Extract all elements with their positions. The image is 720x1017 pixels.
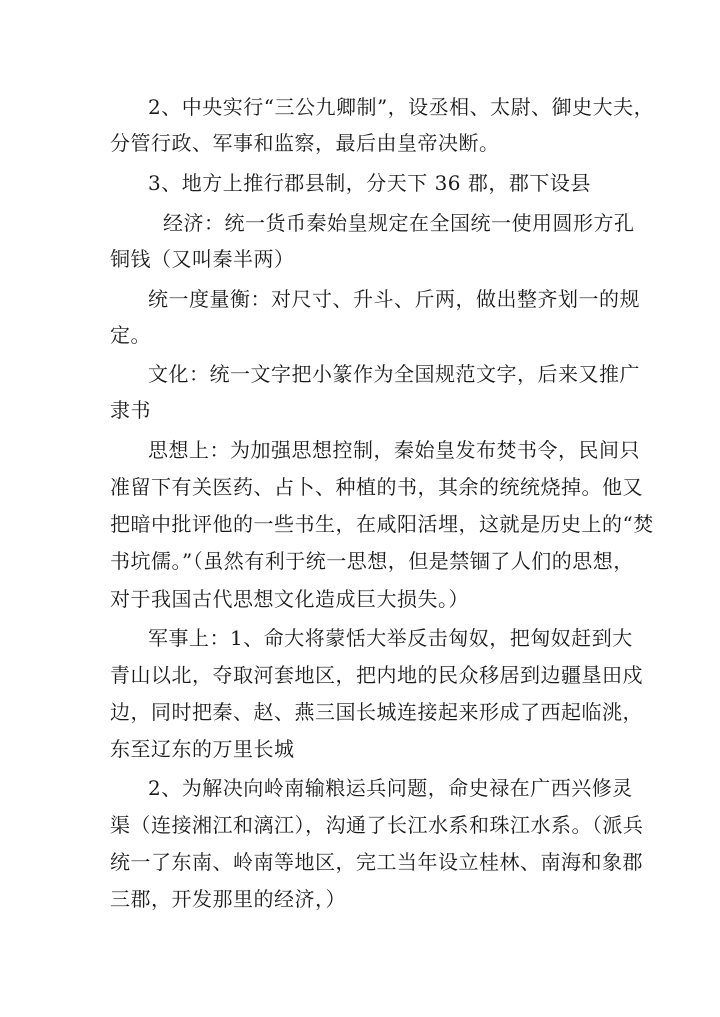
text-line: 定。	[110, 323, 151, 347]
text-line: 分管行政、军事和监察，最后由皇帝决断。	[110, 131, 500, 155]
text-line: 书坑儒。”（虽然有利于统一思想，但是禁锢了人们的思想，	[110, 549, 634, 573]
text-line: 思想上：为加强思想控制，秦始皇发布焚书令，民间只	[148, 438, 640, 462]
text-line: 统一了东南、岭南等地区，完工当年设立桂林、南海和象郡	[110, 850, 643, 874]
text-line: 铜钱（又叫秦半两）	[110, 247, 295, 271]
text-line: 对于我国古代思想文化造成巨大损失。）	[110, 587, 469, 611]
text-line: 青山以北，夺取河套地区，把内地的民众移居到边疆垦田戍	[110, 663, 643, 687]
text-line: 文化：统一文字把小篆作为全国规范文字，后来又推广	[148, 362, 640, 386]
text-line: 三郡，开发那里的经济，）	[110, 887, 346, 911]
text-line: 准留下有关医药、占卜、种植的书，其余的统统烧掉。他又	[110, 475, 643, 499]
text-line: 把暗中批评他的一些书生，在咸阳活埋，这就是历史上的“焚	[110, 512, 654, 536]
text-line: 东至辽东的万里长城	[110, 737, 295, 761]
text-line: 统一度量衡：对尺寸、升斗、斤两，做出整齐划一的规	[148, 287, 640, 311]
text-line: 渠（连接湘江和漓江），沟通了长江水系和珠江水系。（派兵	[110, 813, 644, 837]
text-line: 隶书	[110, 398, 151, 422]
text-line: 2、中央实行“三公九卿制”，设丞相、太尉、御史大夫，	[148, 95, 655, 119]
text-line: 3、地方上推行郡县制，分天下 36 郡，郡下设县	[148, 171, 591, 195]
text-line: 2、为解决向岭南输粮运兵问题，命史禄在广西兴修灵	[148, 776, 633, 800]
text-line: 军事上：1、命大将蒙恬大举反击匈奴，把匈奴赶到大	[148, 626, 633, 650]
text-line: 经济：统一货币秦始皇规定在全国统一使用圆形方孔	[163, 211, 635, 235]
text-line: 边，同时把秦、赵、燕三国长城连接起来形成了西起临洮，	[110, 700, 643, 724]
